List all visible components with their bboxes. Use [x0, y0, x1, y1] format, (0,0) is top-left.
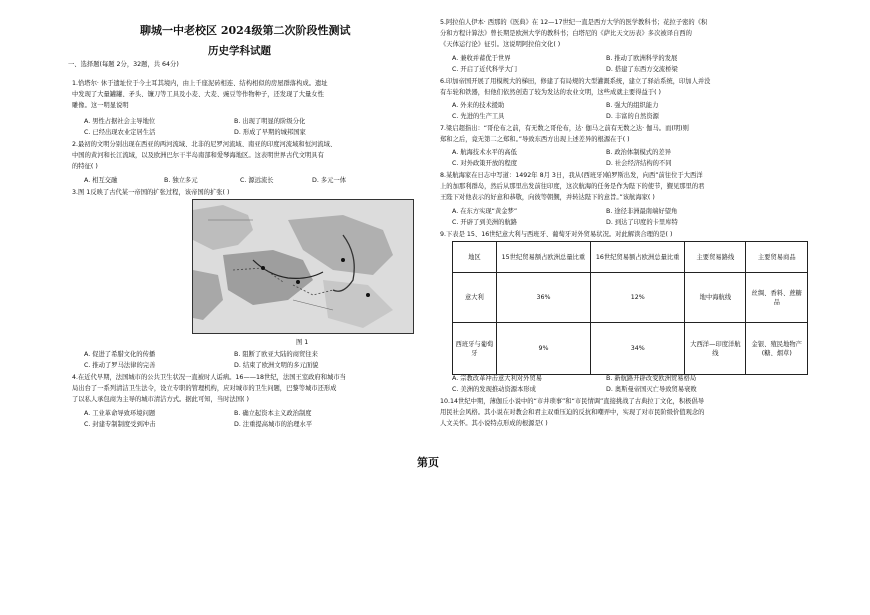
q10-line: 用民社会风格。其小说在对教会和君主双重压迫的反抗和嘲弄中，实现了对市民阶级价值观念的	[440, 409, 705, 417]
q8-line: 8.某航海家在日志中写道：1492年 8月 3日，我从(西班牙)帕罗斯出发，向西”前往位于大西洋	[440, 172, 703, 179]
q2-line: 中国的黄河和长江流域，以及欧洲巴尔干半岛南部和爱琴海地区。这表明世界古代文明具有	[72, 152, 324, 160]
q4-option-d[interactable]: D. 注重提高城市的治理水平	[234, 421, 313, 428]
q6-option-b[interactable]: B. 强大的组织能力	[606, 102, 659, 109]
q6-line: 有车轮和铁器，但他们依然创造了较为发达的农业文明，这些成就主要得益于( )	[440, 89, 662, 97]
q8-option-d[interactable]: D. 到达了印度的卡里库特	[606, 219, 678, 226]
q5-option-a[interactable]: A. 兼收并蓄优于世界	[452, 55, 511, 62]
exam-subtitle: 历史学科试题	[208, 45, 271, 57]
question-6	[440, 76, 815, 98]
table-row	[453, 273, 808, 323]
q5-option-b[interactable]: B. 推动了欧洲科学的发展	[606, 55, 678, 62]
q10-line: 10.14世纪中期，薄伽丘小说中的“市井琐事”和“市民情调”直接挑战了古典拉丁文化，积极倡导	[440, 398, 705, 405]
q1-option-a[interactable]: A. 男性占据社会主导地位	[84, 118, 156, 125]
table-header: 主要贸易商品	[746, 242, 808, 273]
exam-title: 聊城一中老校区 2024级第二次阶段性测试	[140, 24, 351, 37]
q7-line: 7.梁启超指出：“哥伦布之前，有无数之哥伦布，达· 伽马之前有无数之达· 伽马。而(明)则	[440, 125, 689, 132]
q2-option-c[interactable]: C. 源远流长	[240, 177, 274, 184]
q9-option-a[interactable]: A. 宗教改革冲击意大利对外贸易	[452, 375, 543, 382]
q4-line: 4.在近代早期，法国城市的公共卫生状况一直被时人诟病。16——18世纪，法国王室政府和城市当	[72, 374, 346, 381]
question-10	[440, 396, 815, 430]
table-header: 16世纪贸易额占欧洲总量比重	[591, 242, 685, 273]
q2-line: 的特征( )	[72, 163, 98, 171]
table-header: 主要贸易路线	[685, 242, 746, 273]
q4-option-b[interactable]: B. 确立起资本主义政治制度	[234, 410, 312, 417]
q2-option-b[interactable]: B. 独立多元	[164, 177, 198, 184]
q1-line: 1.恰塔尔· 休于遗址位于今土耳其境内，由上千座泥砖相连、结构相似的房屋群落构成。遗址	[72, 80, 328, 87]
page-footer: 第页	[417, 456, 439, 469]
q6-option-c[interactable]: C. 先进的生产工具	[452, 113, 505, 120]
table-cell: 34%	[591, 323, 685, 375]
table-cell: 西班牙与葡萄牙	[453, 323, 497, 375]
q6-option-d[interactable]: D. 丰富的自然资源	[606, 113, 659, 120]
q9-option-c[interactable]: C. 美洲的发现推动资源本形成	[452, 386, 536, 393]
q5-line: 《天体运行论》征引。这说明阿拉伯文化( )	[440, 41, 561, 49]
q7-option-b[interactable]: B. 政治体制模式的差异	[606, 149, 671, 156]
q9-stem: 9.下表是 15、16世纪意大利与西班牙、葡萄牙对外贸易状况。对此解读合理的是( )	[440, 231, 673, 238]
q5-line: 分和方程计算法》曾长期是欧洲大学的教科书；白塔尼的《萨比天文历表》多次被译自西的	[440, 30, 692, 38]
q2-line: 2.最初的文明分别出现在西亚的两河流域、北非的尼罗河流域、南亚的印度河流域和恒河流域、	[72, 141, 337, 148]
map-caption: 图 1	[296, 339, 309, 346]
q4-option-c[interactable]: C. 封建专制制度受到冲击	[84, 421, 156, 428]
section-heading: 一、选择题(每题 2分，32题，共 64分)	[68, 61, 179, 68]
q7-option-a[interactable]: A. 航海技术水平的高低	[452, 149, 517, 156]
q1-line: 中发现了大量罐罐、矛头、镰刀等工具及小麦、大麦、豌豆等作物种子，还发现了大量女性	[72, 91, 324, 99]
question-5	[440, 17, 815, 51]
q10-line: 人文关怀。其小说特点形成的根源是( )	[440, 420, 548, 428]
q3-option-d[interactable]: D. 结束了欧洲文明的多元面貌	[234, 362, 319, 369]
table-cell: 9%	[496, 323, 590, 375]
q7-option-c[interactable]: C. 对外政策开放的程度	[452, 160, 518, 167]
q2-option-d[interactable]: D. 多元一体	[312, 177, 347, 184]
q5-option-d[interactable]: D. 搭建了东西方交流桥梁	[606, 66, 678, 73]
table-cell: 大西洋—印度洋航线	[685, 323, 746, 375]
table-cell: 金银、殖民地物产(糖、烟草)	[746, 323, 808, 375]
q6-line: 6.印加帝国开展了用模规大的梯田，修建了有局规的大型灌溉系统，建立了驿站系统，印加人并没	[440, 78, 711, 85]
question-4	[72, 372, 432, 406]
q4-line: 局出台了一系列清洁卫生法令，设立专职的管理机构，应对城市的卫生问题，巴黎等城市还形成	[72, 385, 337, 393]
q1-option-c[interactable]: C. 已经出现农业定居生活	[84, 129, 156, 136]
empire-map-figure	[192, 199, 414, 334]
q3-option-b[interactable]: B. 阻断了欧亚大陆的商贸往来	[234, 351, 318, 358]
table-row	[453, 323, 808, 375]
q1-option-d[interactable]: D. 形成了早期的城邦国家	[234, 129, 306, 136]
table-cell: 丝绸、香料、蔗糖品	[746, 273, 808, 323]
q5-line: 5.阿拉伯人伊本· 西那的《医典》在 12—17世纪一直是西方大学的医学教科书；花拉子密的《积	[440, 19, 708, 26]
q6-option-a[interactable]: A. 外来的技术援助	[452, 102, 505, 109]
q2-option-a[interactable]: A. 相互交融	[84, 177, 118, 184]
table-cell: 地中海航线	[685, 273, 746, 323]
q3-stem: 3.图 1反映了古代某一帝国的扩张过程，该帝国的扩张( )	[72, 189, 230, 196]
question-2	[72, 139, 432, 173]
q4-option-a[interactable]: A. 工业革命导致环境问题	[84, 410, 156, 417]
q8-option-c[interactable]: C. 开辟了到美洲的航路	[452, 219, 518, 226]
q9-option-b[interactable]: B. 新航路开辟改变欧洲贸易格局	[606, 375, 697, 382]
q1-option-b[interactable]: B. 出现了明显的阶级分化	[234, 118, 306, 125]
q8-option-b[interactable]: B. 途径非洲最南端好望角	[606, 208, 678, 215]
table-cell: 意大利	[453, 273, 497, 323]
q3-option-c[interactable]: C. 推动了罗马法律的完善	[84, 362, 156, 369]
q7-option-d[interactable]: D. 社会经济结构的不同	[606, 160, 672, 167]
table-header: 地区	[453, 242, 497, 273]
q7-line: 郑和之后，竟无第二之郑和。”导致东西方出现上述差异的根源在于( )	[440, 136, 630, 144]
table-cell: 36%	[496, 273, 590, 323]
q8-option-a[interactable]: A. 在东方实现“黄金梦”	[452, 208, 518, 215]
table-cell: 12%	[591, 273, 685, 323]
q4-line: 了以私人承包商为主导的城市清洁方式。据此可知，当时法国( )	[72, 396, 249, 404]
question-7	[440, 123, 815, 145]
q8-line: 王陛下对他表示的好意和恭敬，向彼等朝觐，并转达陛下的意旨。”该航海家( )	[440, 194, 655, 202]
table-header: 15世纪贸易额占欧洲总量比重	[496, 242, 590, 273]
question-8	[440, 170, 815, 204]
q8-line: 上的加那利群岛，然后从那里出发前往印度，这次航海的任务是作为陛下的使节，觐见那里的君	[440, 183, 705, 191]
question-1	[72, 78, 432, 112]
q1-line: 雕像。这一明显说明	[72, 102, 129, 110]
map-illustration	[193, 200, 413, 333]
trade-table	[452, 241, 808, 375]
q3-option-a[interactable]: A. 促进了希腊文化的传播	[84, 351, 156, 358]
q9-option-d[interactable]: D. 奥斯曼帝国灭亡导致贸易衰败	[606, 386, 697, 393]
table-header-row	[453, 242, 808, 273]
q5-option-c[interactable]: C. 开启了近代科学大门	[452, 66, 518, 73]
